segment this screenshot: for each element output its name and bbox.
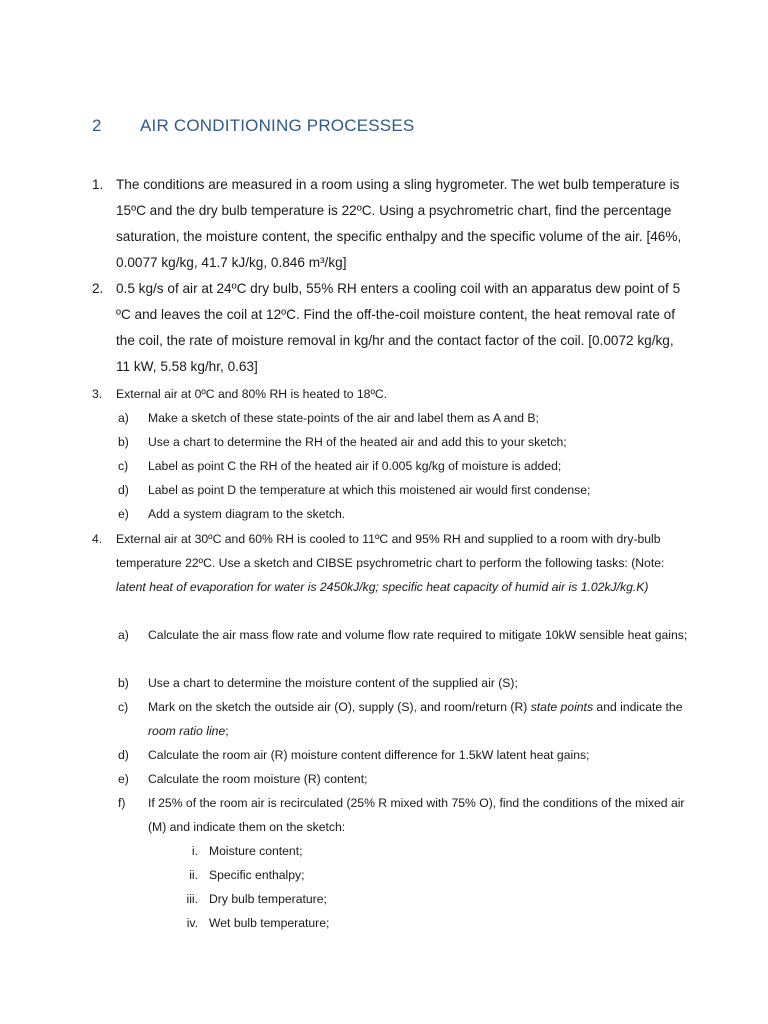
question-number: 3. [92, 387, 103, 401]
question-text: The conditions are measured in a room using a sling hygrometer. The wet bulb temperature is 15ºC and the dry bulb temperature is 22ºC. Using a psychrometric chart, find the percentage saturation, the moisture content, the specific enthalpy and the specific volume of the air. [46%, 0.0077 kg/kg, 41.7 kJ/kg, 0.846 m³/kg] [116, 177, 682, 270]
item-label: d) [118, 748, 129, 762]
section-heading [92, 116, 414, 136]
question-number: 2. [92, 281, 104, 296]
section-title: AIR CONDITIONING PROCESSES [140, 116, 415, 135]
list-item [118, 406, 688, 430]
question-4 [92, 527, 684, 599]
sub-list-item [168, 887, 468, 911]
sub-list-item [168, 863, 468, 887]
item-text-part: Mark on the sketch the outside air (O), supply (S), and room/return (R) [148, 700, 531, 714]
item-text: Label as point D the temperature at which this moistened air would first condense; [148, 483, 591, 497]
sub-item-label: iv. [186, 916, 198, 930]
question-text: External air at 0ºC and 80% RH is heated to 18ºC. [116, 387, 388, 401]
question-text [116, 527, 684, 599]
list-item [118, 454, 688, 478]
item-label: b) [118, 435, 129, 449]
item-text: Calculate the air mass flow rate and volume flow rate required to mitigate 10kW sensible heat gains; [148, 628, 688, 642]
list-item [118, 767, 688, 791]
item-text: Label as point C the RH of the heated air if 0.005 kg/kg of moisture is added; [148, 459, 562, 473]
item-text [148, 695, 688, 743]
item-text-emphasis: state points [530, 700, 594, 714]
question-number: 4. [92, 532, 103, 546]
question-2 [92, 276, 684, 380]
section-number: 2 [92, 116, 102, 135]
list-item [118, 695, 688, 743]
sub-list-item [168, 839, 468, 863]
question-number: 1. [92, 177, 104, 192]
item-label: a) [118, 411, 129, 425]
question-1 [92, 172, 684, 276]
item-text: Calculate the room moisture (R) content; [148, 772, 368, 786]
item-text: Use a chart to determine the moisture content of the supplied air (S); [148, 676, 518, 690]
sub-item-text: Dry bulb temperature; [209, 892, 327, 906]
list-item [118, 430, 688, 454]
list-item [118, 623, 688, 647]
sub-list-item [168, 911, 468, 935]
sub-item-label: iii. [186, 892, 198, 906]
item-text-emphasis: room ratio line [148, 724, 226, 738]
item-label: b) [118, 676, 129, 690]
item-text: Use a chart to determine the RH of the heated air and add this to your sketch; [148, 435, 567, 449]
item-label: e) [118, 507, 129, 521]
item-label: a) [118, 628, 129, 642]
question-body: External air at 30ºC and 60% RH is cooled to 11ºC and 95% RH and supplied to a room with dry-bulb temperature 22ºC. Use a sketch and CIBSE psychrometric chart to perform the following tasks: (Note: [116, 532, 665, 570]
sub-item-text: Wet bulb temperature; [209, 916, 330, 930]
item-text: If 25% of the room air is recirculated (25% R mixed with 75% O), find the conditions of the mixed air (M) and indicate them on the sketch: [148, 796, 685, 834]
item-label: e) [118, 772, 129, 786]
question-text: 0.5 kg/s of air at 24ºC dry bulb, 55% RH enters a cooling coil with an apparatus dew point of 5 ºC and leaves the coil at 12ºC. Find the off-the-coil moisture content, the heat removal rate of the coil, the rate of moisture removal in kg/hr and the contact factor of the coil. [0.0072 kg/kg, 11 kW, 5.58 kg/hr, 0.63] [116, 281, 681, 374]
item-label: f) [118, 796, 126, 810]
sub-item-text: Moisture content; [209, 844, 303, 858]
list-item [118, 791, 688, 839]
list-item [118, 502, 688, 526]
item-text: Calculate the room air (R) moisture content difference for 1.5kW latent heat gains; [148, 748, 590, 762]
item-label: c) [118, 700, 129, 714]
item-text-part: and indicate the [593, 700, 683, 714]
list-item [118, 743, 688, 767]
sub-item-text: Specific enthalpy; [209, 868, 305, 882]
item-label: d) [118, 483, 129, 497]
item-text: Add a system diagram to the sketch. [148, 507, 346, 521]
sub-item-label: ii. [189, 868, 198, 882]
sub-item-label: i. [191, 844, 198, 858]
item-text: Make a sketch of these state-points of the air and label them as A and B; [148, 411, 539, 425]
item-label: c) [118, 459, 129, 473]
list-item [118, 671, 688, 695]
question-note: latent heat of evaporation for water is 2450kJ/kg; specific heat capacity of humid air is 1.02kJ/kg.K) [116, 580, 649, 594]
item-text-part: ; [225, 724, 229, 738]
question-3 [92, 382, 684, 406]
list-item [118, 478, 688, 502]
